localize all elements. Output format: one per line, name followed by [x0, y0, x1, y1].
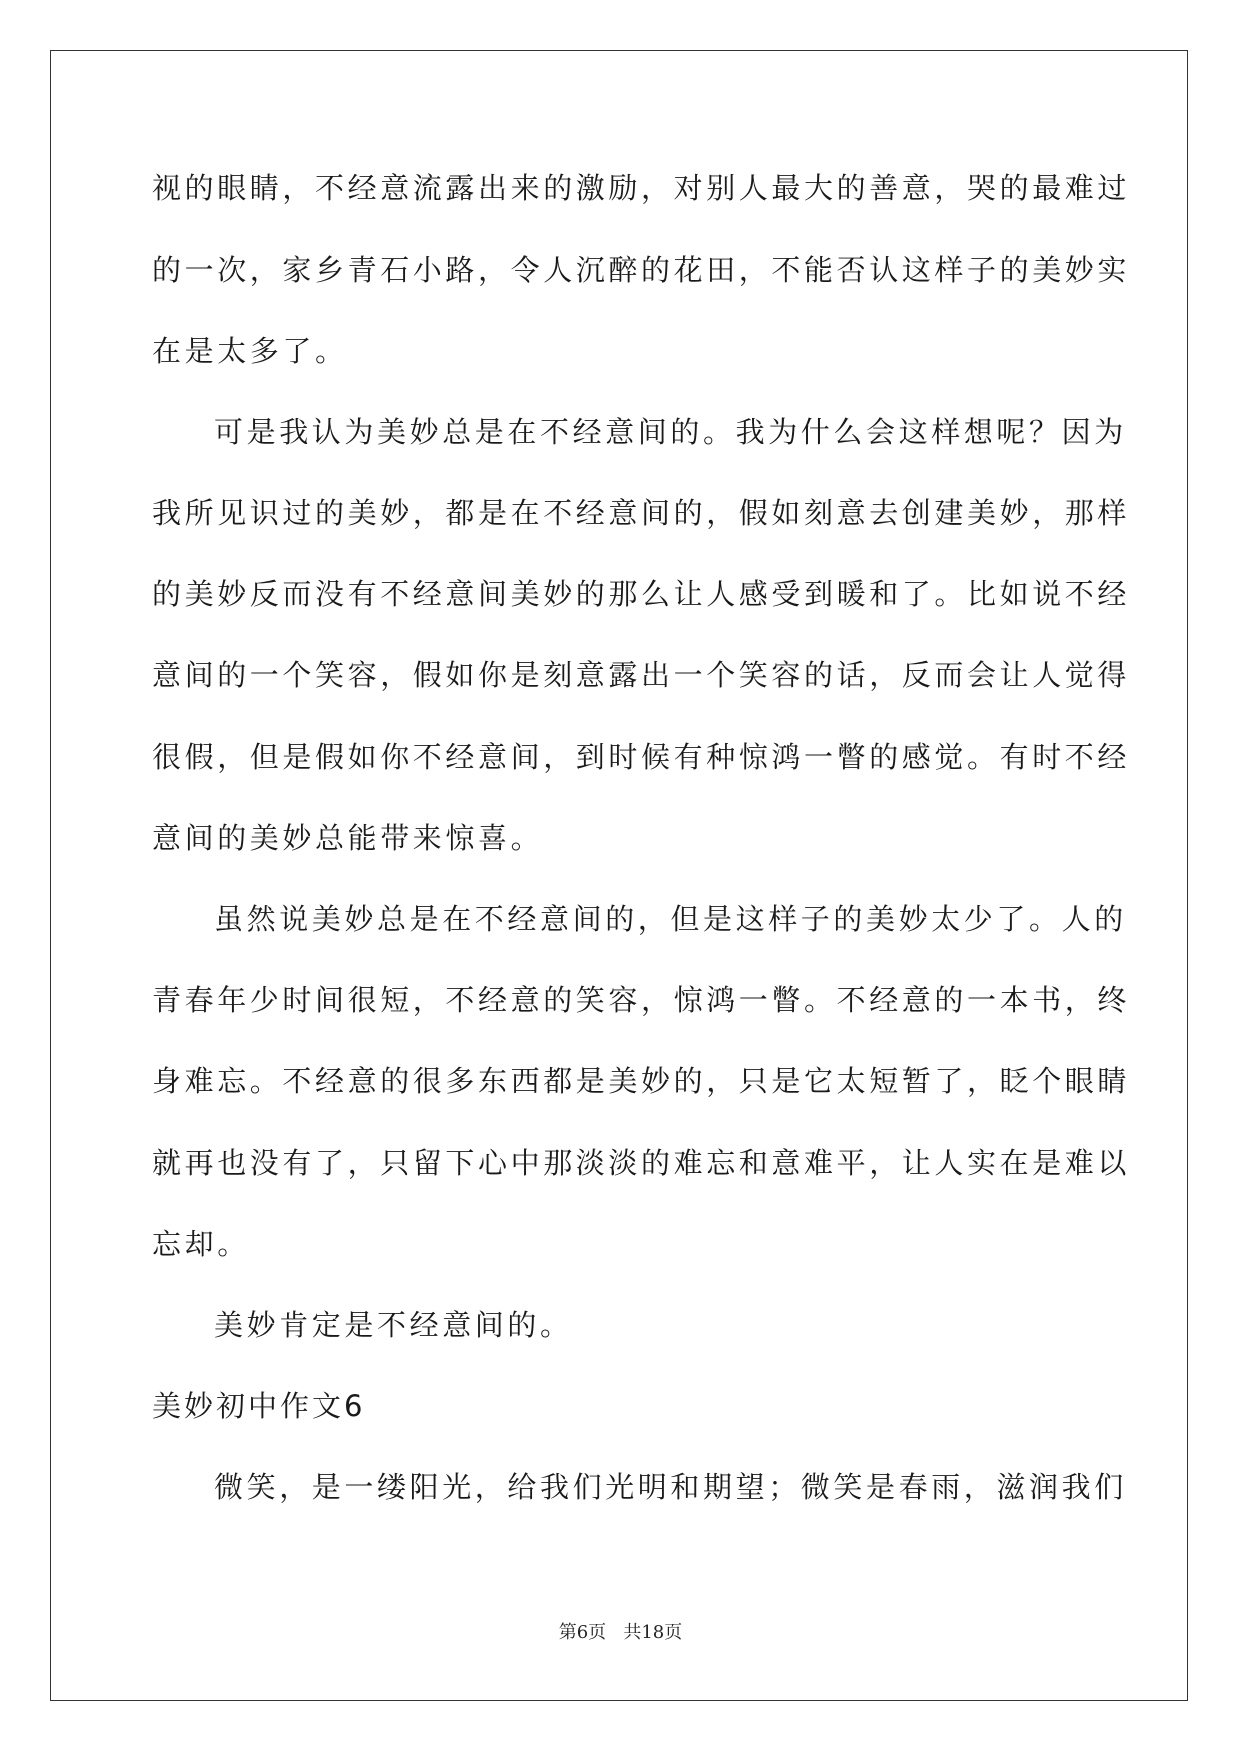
body-text-line: 身难忘。不经意的很多东西都是美妙的，只是它太短暂了，眨个眼睛 — [152, 1064, 1131, 1098]
body-text-line: 忘却。 — [152, 1227, 250, 1261]
body-text-line: 美妙肯定是不经意间的。 — [214, 1308, 573, 1342]
body-text-line: 可是我认为美妙总是在不经意间的。我为什么会这样想呢？因为 — [214, 415, 1127, 449]
body-text-line: 意间的美妙总能带来惊喜。 — [152, 821, 544, 855]
body-text-line: 视的眼睛，不经意流露出来的激励，对别人最大的善意，哭的最难过 — [152, 171, 1131, 205]
body-text-line: 微笑，是一缕阳光，给我们光明和期望；微笑是春雨，滋润我们 — [214, 1470, 1127, 1504]
body-text-line: 青春年少时间很短，不经意的笑容，惊鸿一瞥。不经意的一本书，终 — [152, 983, 1131, 1017]
body-text-line: 就再也没有了，只留下心中那淡淡的难忘和意难平，让人实在是难以 — [152, 1146, 1131, 1180]
body-text-line: 我所见识过的美妙，都是在不经意间的，假如刻意去创建美妙，那样 — [152, 496, 1131, 530]
body-text-line: 意间的一个笑容，假如你是刻意露出一个笑容的话，反而会让人觉得 — [152, 658, 1131, 692]
page-number-footer: 第6页 共18页 — [558, 1622, 683, 1643]
body-text-line: 很假，但是假如你不经意间，到时候有种惊鸿一瞥的感觉。有时不经 — [152, 740, 1131, 774]
page-border — [50, 50, 1188, 1701]
body-text-line: 的美妙反而没有不经意间美妙的那么让人感受到暖和了。比如说不经 — [152, 577, 1131, 611]
section-heading: 美妙初中作文6 — [152, 1389, 366, 1423]
body-text-line: 的一次，家乡青石小路，令人沉醉的花田，不能否认这样子的美妙实 — [152, 253, 1131, 287]
body-text-line: 虽然说美妙总是在不经意间的，但是这样子的美妙太少了。人的 — [214, 902, 1127, 936]
body-text-line: 在是太多了。 — [152, 334, 348, 368]
